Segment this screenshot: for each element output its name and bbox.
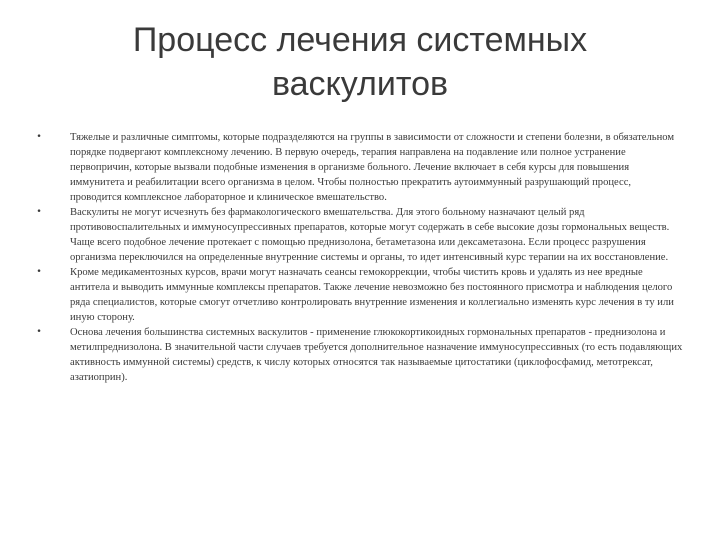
bullet-list xyxy=(24,130,684,385)
bullet-text: Основа лечения большинства системных васкулитов - применение глюкокортикоидных гормональных препаратов - преднизолона и метилпреднизолона. В значительной части случаев требуется дополнительное назначение иммуносупрессивных (то есть подавляющих активность иммунной системы) средств, к числу которых относятся так называемые цитостатики (циклофосфамид, метотрексат, азатиоприн). xyxy=(70,327,683,383)
slide-title: Процесс лечения системных васкулитов xyxy=(132,21,588,103)
bullet-item xyxy=(24,130,684,205)
bullet-icon: • xyxy=(36,267,42,277)
bullet-item xyxy=(24,205,684,265)
bullet-text: Васкулиты не могут исчезнуть без фармакологического вмешательства. Для этого больному назначают целый ряд противовоспалительных и иммуносупрессивных препаратов, которые могут содержать в себе высокие дозы гормональных веществ. Чаще всего подобное лечение протекает с помощью преднизолона, бетаметазона или дексаметазона. Если процесс разрушения организма переключился на определенные внутренние системы и органы, то идет интенсивный курс терапии на их восстановление. xyxy=(70,207,670,263)
bullet-text: Тяжелые и различные симптомы, которые подразделяются на группы в зависимости от сложности и степени болезни, в обязательном порядке подвергают комплексному лечению. В первую очередь, терапия направлена на подавление или полное устранение первопричин, которые вызвали подобные изменения в организме больного. Лечение включает в себя курсы для повышения иммунитета и реабилитации всего организма в целом. Чтобы полностью прекратить аутоиммунный разрушающий процесс, проводится комплексное лабораторное и клиническое вмешательство. xyxy=(70,132,675,203)
bullet-icon: • xyxy=(36,132,42,142)
bullet-text: Кроме медикаментозных курсов, врачи могут назначать сеансы гемокоррекции, чтобы чистить кровь и удалять из нее вредные антитела и выводить иммунные комплексы препаратов. Также лечение невозможно без постоянного присмотра и наблюдения целого ряда специалистов, которые смогут отчетливо контролировать внутренние изменения и коллегиально изменять курс лечения в ту или иную сторону. xyxy=(70,267,674,323)
bullet-item xyxy=(24,265,684,325)
bullet-icon: • xyxy=(36,207,42,217)
bullet-item xyxy=(24,325,684,385)
bullet-icon: • xyxy=(36,327,42,337)
